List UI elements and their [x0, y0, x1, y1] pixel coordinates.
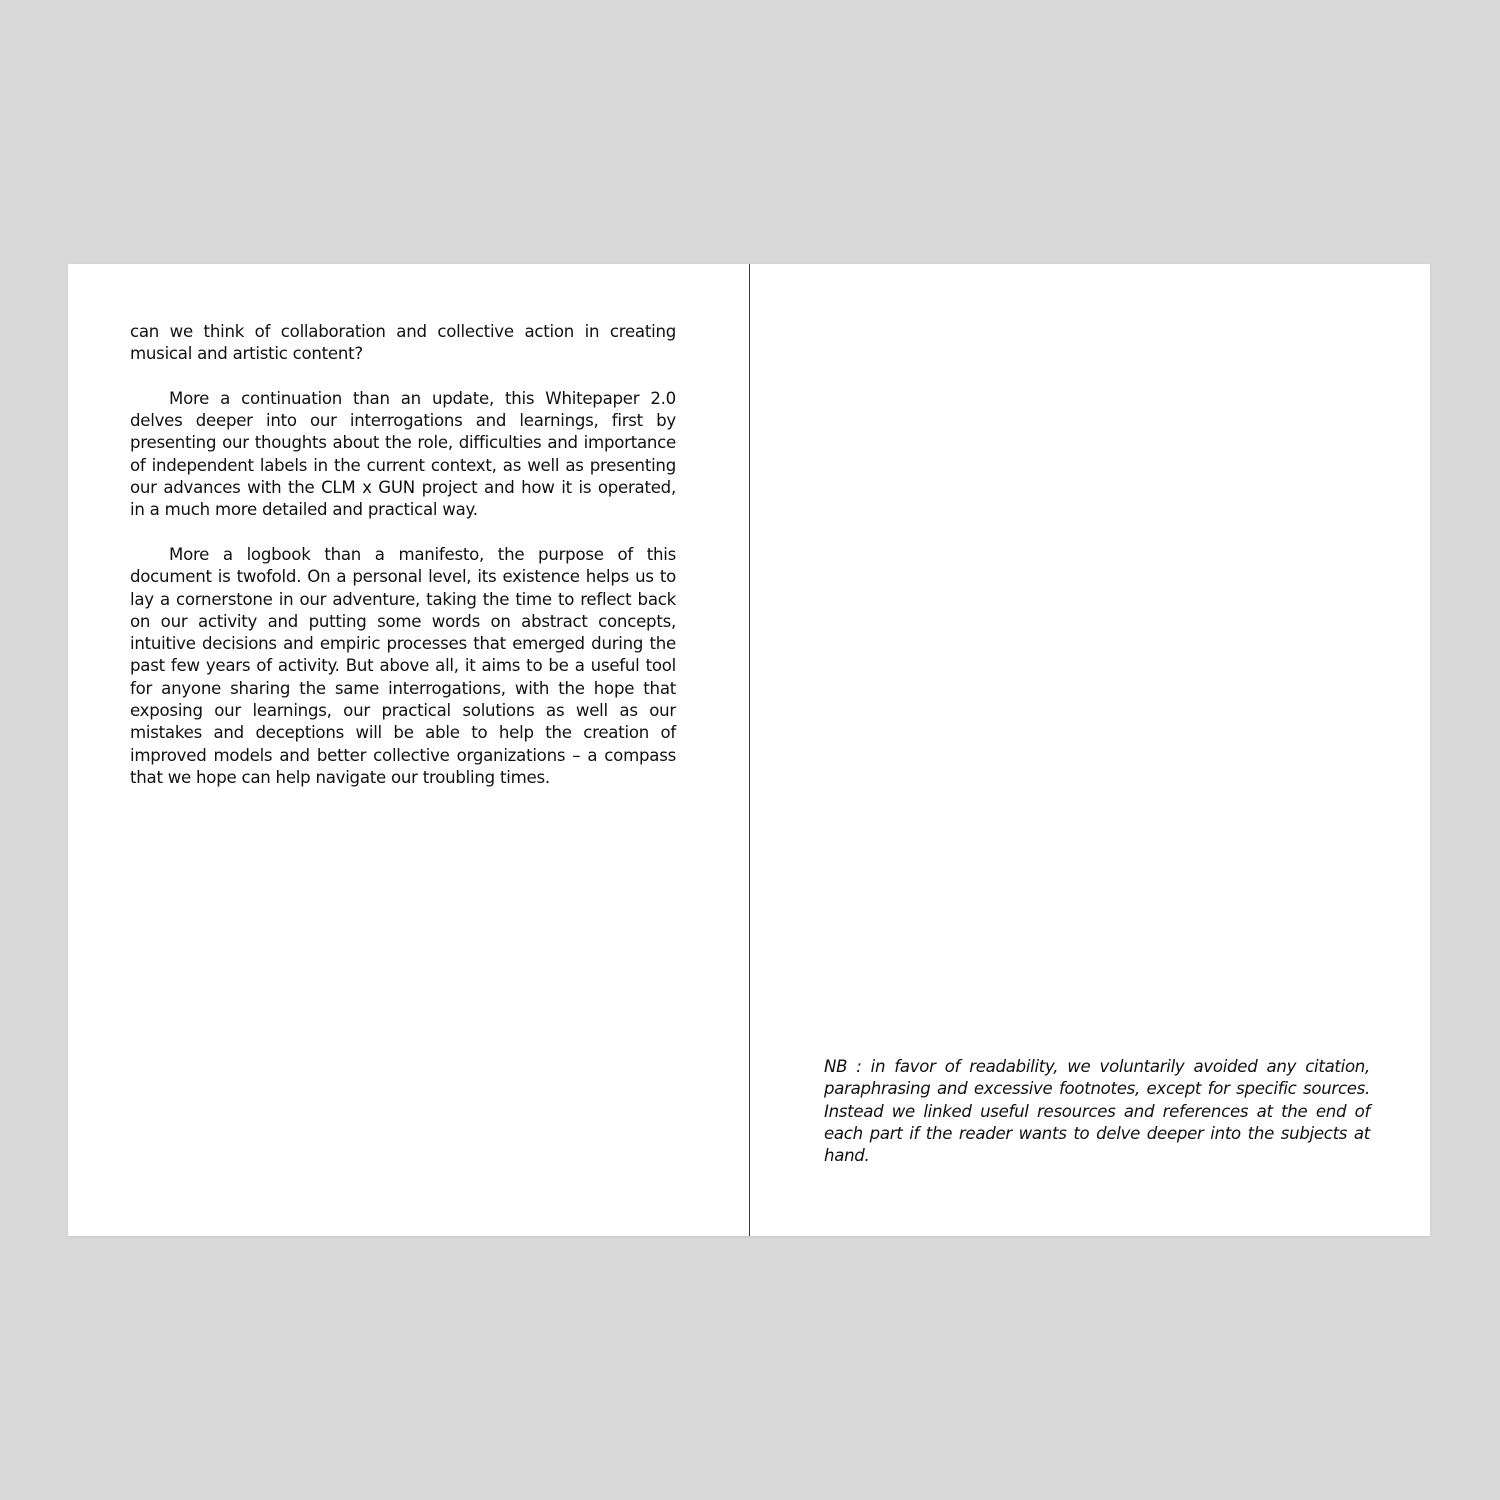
left-page-body: [130, 321, 676, 812]
book-spread: [68, 264, 1430, 1236]
paragraph-logbook: More a logbook than a manifesto, the purpose of this document is twofold. On a personal level, its existence helps us to lay a cornerstone in our adventure, taking the time to reflect back on our activity and putting some words on abstract concepts, intuitive decisions and empiric processes that emerged during the past few years of activity. But above all, it aims to be a useful tool for anyone sharing the same interrogations, with the hope that exposing our learnings, our practical solutions as well as our mistakes and deceptions will be able to help the creation of improved models and better collective organizations – a compass that we hope can help navigate our troubling times.: [130, 544, 676, 787]
footnote-nb: NB : in favor of readability, we voluntarily avoided any citation, paraphrasing and excessive footnotes, except for specific sources. Instead we linked useful resources and references at the end of each part if the reader wants to delve deeper into the subjects at hand.: [824, 1057, 1370, 1166]
paragraph-continued: can we think of collaboration and collective action in creating musical and artistic content?: [130, 322, 676, 364]
right-page: [750, 264, 1430, 1236]
paragraph-continuation: More a continuation than an update, this Whitepaper 2.0 delves deeper into our interrogations and learnings, first by presenting our thoughts about the role, difficulties and importance of independent labels in the current context, as well as presenting our advances with the CLM x GUN project and how it is operated, in a much more detailed and practical way.: [130, 388, 676, 520]
left-page: [68, 264, 749, 1236]
